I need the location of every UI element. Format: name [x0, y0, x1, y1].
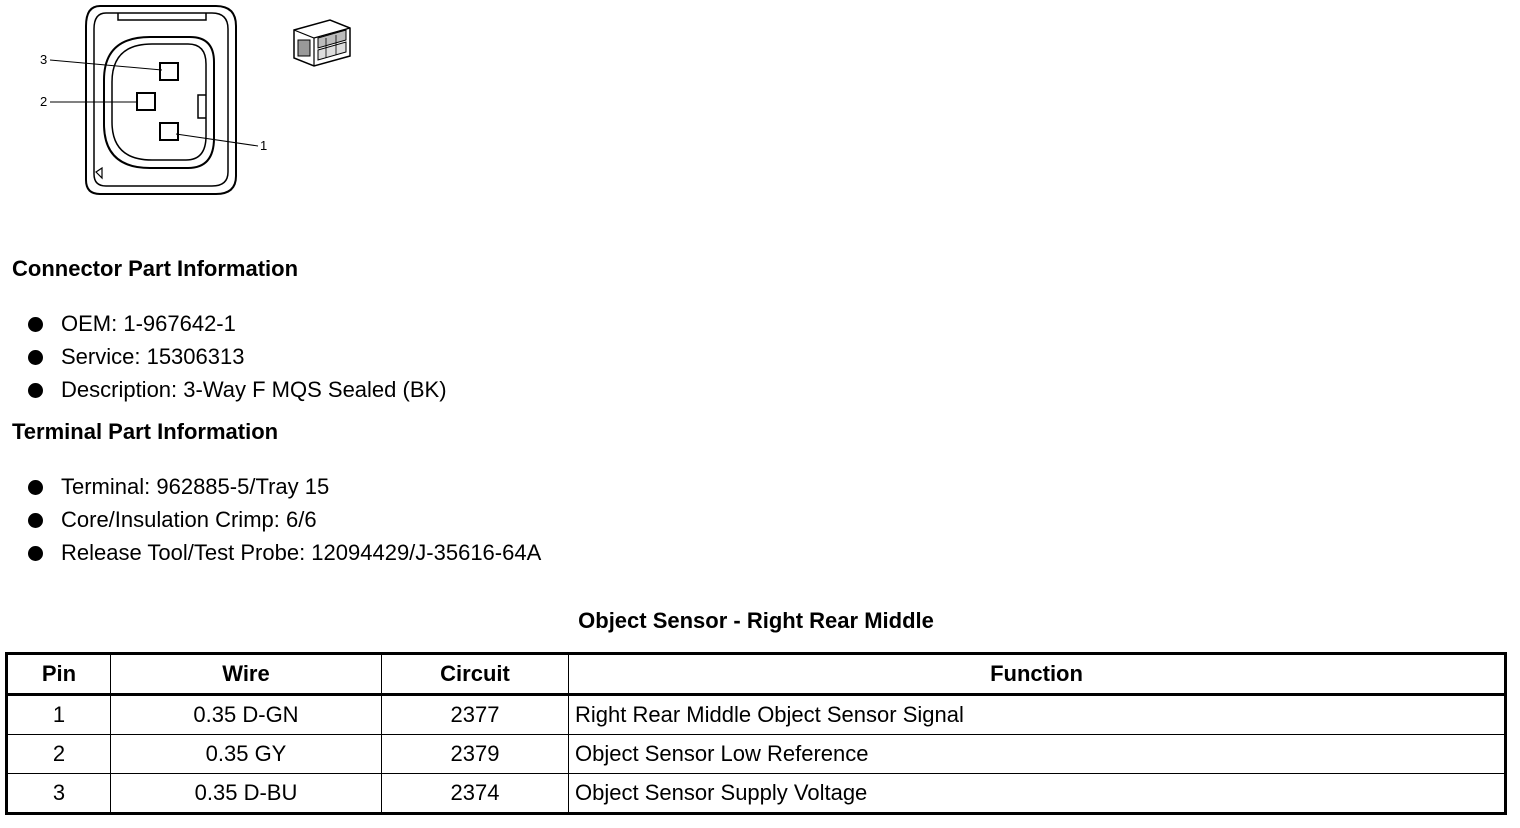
pin-label-2: 2 [40, 94, 48, 109]
terminal-tool-text: Release Tool/Test Probe: 12094429/J-35616-64A [61, 540, 542, 565]
pin-label-3: 3 [40, 52, 48, 67]
bullet-icon [28, 383, 43, 398]
terminal-cavity-2 [137, 93, 155, 110]
list-item [28, 503, 541, 536]
bullet-icon [28, 317, 43, 332]
cell-pin: 3 [7, 774, 111, 814]
bullet-icon [28, 546, 43, 561]
header-wire: Wire [111, 654, 382, 695]
bullet-icon [28, 513, 43, 528]
table-title: Object Sensor - Right Rear Middle [578, 608, 934, 633]
connector-face-diagram [0, 0, 380, 210]
terminal-number-text: Terminal: 962885-5/Tray 15 [61, 474, 330, 499]
bullet-icon [28, 480, 43, 495]
table-header-row [7, 654, 1506, 695]
list-item [28, 470, 541, 503]
terminal-cavity-1 [160, 123, 178, 140]
pin-label-1: 1 [260, 138, 268, 153]
cell-pin: 2 [7, 735, 111, 774]
table-row [7, 695, 1506, 735]
cell-circuit: 2374 [382, 774, 569, 814]
header-circuit: Circuit [382, 654, 569, 695]
list-item [28, 340, 447, 373]
cell-circuit: 2377 [382, 695, 569, 735]
cell-wire: 0.35 GY [111, 735, 382, 774]
cell-circuit: 2379 [382, 735, 569, 774]
list-item [28, 536, 541, 569]
cell-wire: 0.35 D-BU [111, 774, 382, 814]
header-pin: Pin [7, 654, 111, 695]
cell-function: Right Rear Middle Object Sensor Signal [569, 695, 1506, 735]
terminal-cavity-3 [160, 63, 178, 80]
connector-part-heading: Connector Part Information [12, 256, 299, 281]
header-function: Function [569, 654, 1506, 695]
connector-description-text: Description: 3-Way F MQS Sealed (BK) [61, 377, 447, 402]
terminal-part-heading: Terminal Part Information [12, 419, 279, 444]
connector-part-list [28, 307, 447, 406]
list-item [28, 307, 447, 340]
cell-wire: 0.35 D-GN [111, 695, 382, 735]
table-row [7, 735, 1506, 774]
cell-pin: 1 [7, 695, 111, 735]
cell-function: Object Sensor Supply Voltage [569, 774, 1506, 814]
table-row [7, 774, 1506, 814]
list-item [28, 373, 447, 406]
bullet-icon [28, 350, 43, 365]
terminal-crimp-text: Core/Insulation Crimp: 6/6 [61, 507, 317, 532]
terminal-part-list [28, 470, 541, 569]
cell-function: Object Sensor Low Reference [569, 735, 1506, 774]
connector-thumbnail-icon [294, 20, 350, 66]
connector-service-text: Service: 15306313 [61, 344, 245, 369]
connector-oem-text: OEM: 1-967642-1 [61, 311, 236, 336]
pinout-table [5, 652, 1507, 815]
